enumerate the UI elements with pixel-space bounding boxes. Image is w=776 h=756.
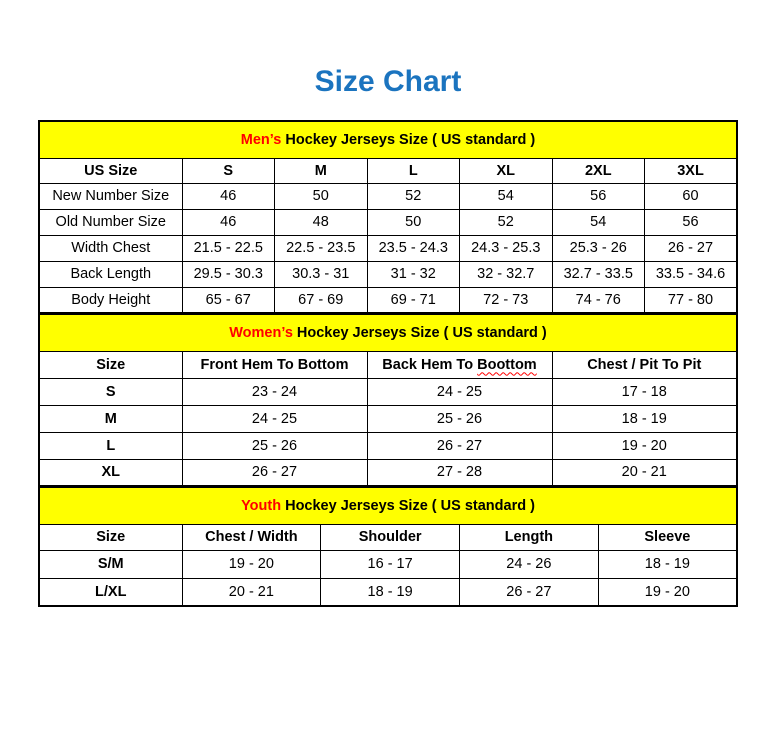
data-cell: 23.5 - 24.3 bbox=[367, 235, 460, 261]
data-cell: 52 bbox=[367, 183, 460, 209]
data-cell: 18 - 19 bbox=[321, 578, 460, 606]
youth-row-label: S/M bbox=[39, 550, 182, 578]
youth-header-0: Size bbox=[39, 524, 182, 550]
data-cell: 50 bbox=[275, 183, 368, 209]
womens-row-1 bbox=[39, 405, 737, 432]
womens-banner-row bbox=[39, 314, 737, 351]
page-title: Size Chart bbox=[314, 65, 462, 98]
youth-header-row bbox=[39, 524, 737, 550]
womens-row-2 bbox=[39, 432, 737, 459]
youth-header-3: Length bbox=[460, 524, 599, 550]
mens-row-3 bbox=[39, 261, 737, 287]
data-cell: 54 bbox=[460, 183, 553, 209]
youth-header-1: Chest / Width bbox=[182, 524, 321, 550]
data-cell: 77 - 80 bbox=[645, 287, 738, 313]
data-cell: 31 - 32 bbox=[367, 261, 460, 287]
womens-header-row bbox=[39, 351, 737, 378]
data-cell: 65 - 67 bbox=[182, 287, 275, 313]
data-cell: 21.5 - 22.5 bbox=[182, 235, 275, 261]
youth-banner-text: Hockey Jerseys Size ( US standard ) bbox=[281, 497, 535, 514]
mens-header-3: L bbox=[367, 158, 460, 183]
data-cell: 17 - 18 bbox=[552, 378, 737, 405]
data-cell: 56 bbox=[552, 183, 645, 209]
womens-row-label: S bbox=[39, 378, 182, 405]
size-chart-page bbox=[0, 64, 776, 607]
data-cell: 56 bbox=[645, 209, 738, 235]
mens-row-4 bbox=[39, 287, 737, 313]
mens-banner-highlight: Men’s bbox=[240, 131, 282, 148]
data-cell: 30.3 - 31 bbox=[275, 261, 368, 287]
youth-banner-highlight: Youth bbox=[241, 497, 282, 514]
data-cell: 19 - 20 bbox=[598, 578, 737, 606]
data-cell: 18 - 19 bbox=[598, 550, 737, 578]
womens-row-label: XL bbox=[39, 459, 182, 486]
data-cell: 25.3 - 26 bbox=[552, 235, 645, 261]
data-cell: 18 - 19 bbox=[552, 405, 737, 432]
data-cell: 74 - 76 bbox=[552, 287, 645, 313]
womens-row-0 bbox=[39, 378, 737, 405]
womens-row-3 bbox=[39, 459, 737, 486]
data-cell: 25 - 26 bbox=[182, 432, 367, 459]
womens-header-2: Back Hem To Boottom bbox=[367, 351, 552, 378]
data-cell: 26 - 27 bbox=[367, 432, 552, 459]
data-cell: 23 - 24 bbox=[182, 378, 367, 405]
youth-row-1 bbox=[39, 578, 737, 606]
womens-banner-text: Hockey Jerseys Size ( US standard ) bbox=[292, 324, 547, 341]
youth-header-4: Sleeve bbox=[598, 524, 737, 550]
mens-row-label: New Number Size bbox=[39, 183, 182, 209]
mens-header-row bbox=[39, 158, 737, 183]
womens-row-label: L bbox=[39, 432, 182, 459]
data-cell: 24.3 - 25.3 bbox=[460, 235, 553, 261]
data-cell: 20 - 21 bbox=[552, 459, 737, 486]
data-cell: 60 bbox=[645, 183, 738, 209]
data-cell: 22.5 - 23.5 bbox=[275, 235, 368, 261]
mens-header-6: 3XL bbox=[645, 158, 738, 183]
data-cell: 29.5 - 30.3 bbox=[182, 261, 275, 287]
misspelled-word: Boottom bbox=[477, 356, 537, 373]
mens-size-table bbox=[38, 120, 738, 314]
mens-header-0: US Size bbox=[39, 158, 182, 183]
womens-header-3: Chest / Pit To Pit bbox=[552, 351, 737, 378]
mens-row-2 bbox=[39, 235, 737, 261]
womens-row-label: M bbox=[39, 405, 182, 432]
data-cell: 46 bbox=[182, 183, 275, 209]
data-cell: 26 - 27 bbox=[460, 578, 599, 606]
data-cell: 46 bbox=[182, 209, 275, 235]
womens-size-table bbox=[38, 313, 738, 487]
womens-header-1: Front Hem To Bottom bbox=[182, 351, 367, 378]
size-chart bbox=[38, 120, 738, 607]
mens-banner-row bbox=[39, 121, 737, 158]
mens-header-4: XL bbox=[460, 158, 553, 183]
mens-row-label: Old Number Size bbox=[39, 209, 182, 235]
mens-header-5: 2XL bbox=[552, 158, 645, 183]
mens-header-1: S bbox=[182, 158, 275, 183]
youth-row-label: L/XL bbox=[39, 578, 182, 606]
mens-row-label: Width Chest bbox=[39, 235, 182, 261]
womens-section-banner bbox=[39, 314, 737, 351]
womens-banner-highlight: Women’s bbox=[229, 324, 293, 341]
data-cell: 50 bbox=[367, 209, 460, 235]
data-cell: 24 - 25 bbox=[182, 405, 367, 432]
data-cell: 69 - 71 bbox=[367, 287, 460, 313]
youth-row-0 bbox=[39, 550, 737, 578]
youth-size-table bbox=[38, 486, 738, 607]
data-cell: 19 - 20 bbox=[552, 432, 737, 459]
womens-header-0: Size bbox=[39, 351, 182, 378]
mens-row-label: Body Height bbox=[39, 287, 182, 313]
data-cell: 19 - 20 bbox=[182, 550, 321, 578]
data-cell: 48 bbox=[275, 209, 368, 235]
data-cell: 27 - 28 bbox=[367, 459, 552, 486]
data-cell: 16 - 17 bbox=[321, 550, 460, 578]
mens-row-0 bbox=[39, 183, 737, 209]
youth-section-banner bbox=[39, 487, 737, 524]
data-cell: 54 bbox=[552, 209, 645, 235]
data-cell: 33.5 - 34.6 bbox=[645, 261, 738, 287]
data-cell: 72 - 73 bbox=[460, 287, 553, 313]
data-cell: 67 - 69 bbox=[275, 287, 368, 313]
data-cell: 32 - 32.7 bbox=[460, 261, 553, 287]
data-cell: 24 - 25 bbox=[367, 378, 552, 405]
youth-banner-row bbox=[39, 487, 737, 524]
mens-row-label: Back Length bbox=[39, 261, 182, 287]
data-cell: 26 - 27 bbox=[182, 459, 367, 486]
youth-header-2: Shoulder bbox=[321, 524, 460, 550]
mens-section-banner bbox=[39, 121, 737, 158]
data-cell: 24 - 26 bbox=[460, 550, 599, 578]
data-cell: 26 - 27 bbox=[645, 235, 738, 261]
mens-row-1 bbox=[39, 209, 737, 235]
mens-header-2: M bbox=[275, 158, 368, 183]
mens-banner-text: Hockey Jerseys Size ( US standard ) bbox=[281, 131, 536, 148]
data-cell: 25 - 26 bbox=[367, 405, 552, 432]
data-cell: 20 - 21 bbox=[182, 578, 321, 606]
data-cell: 32.7 - 33.5 bbox=[552, 261, 645, 287]
data-cell: 52 bbox=[460, 209, 553, 235]
